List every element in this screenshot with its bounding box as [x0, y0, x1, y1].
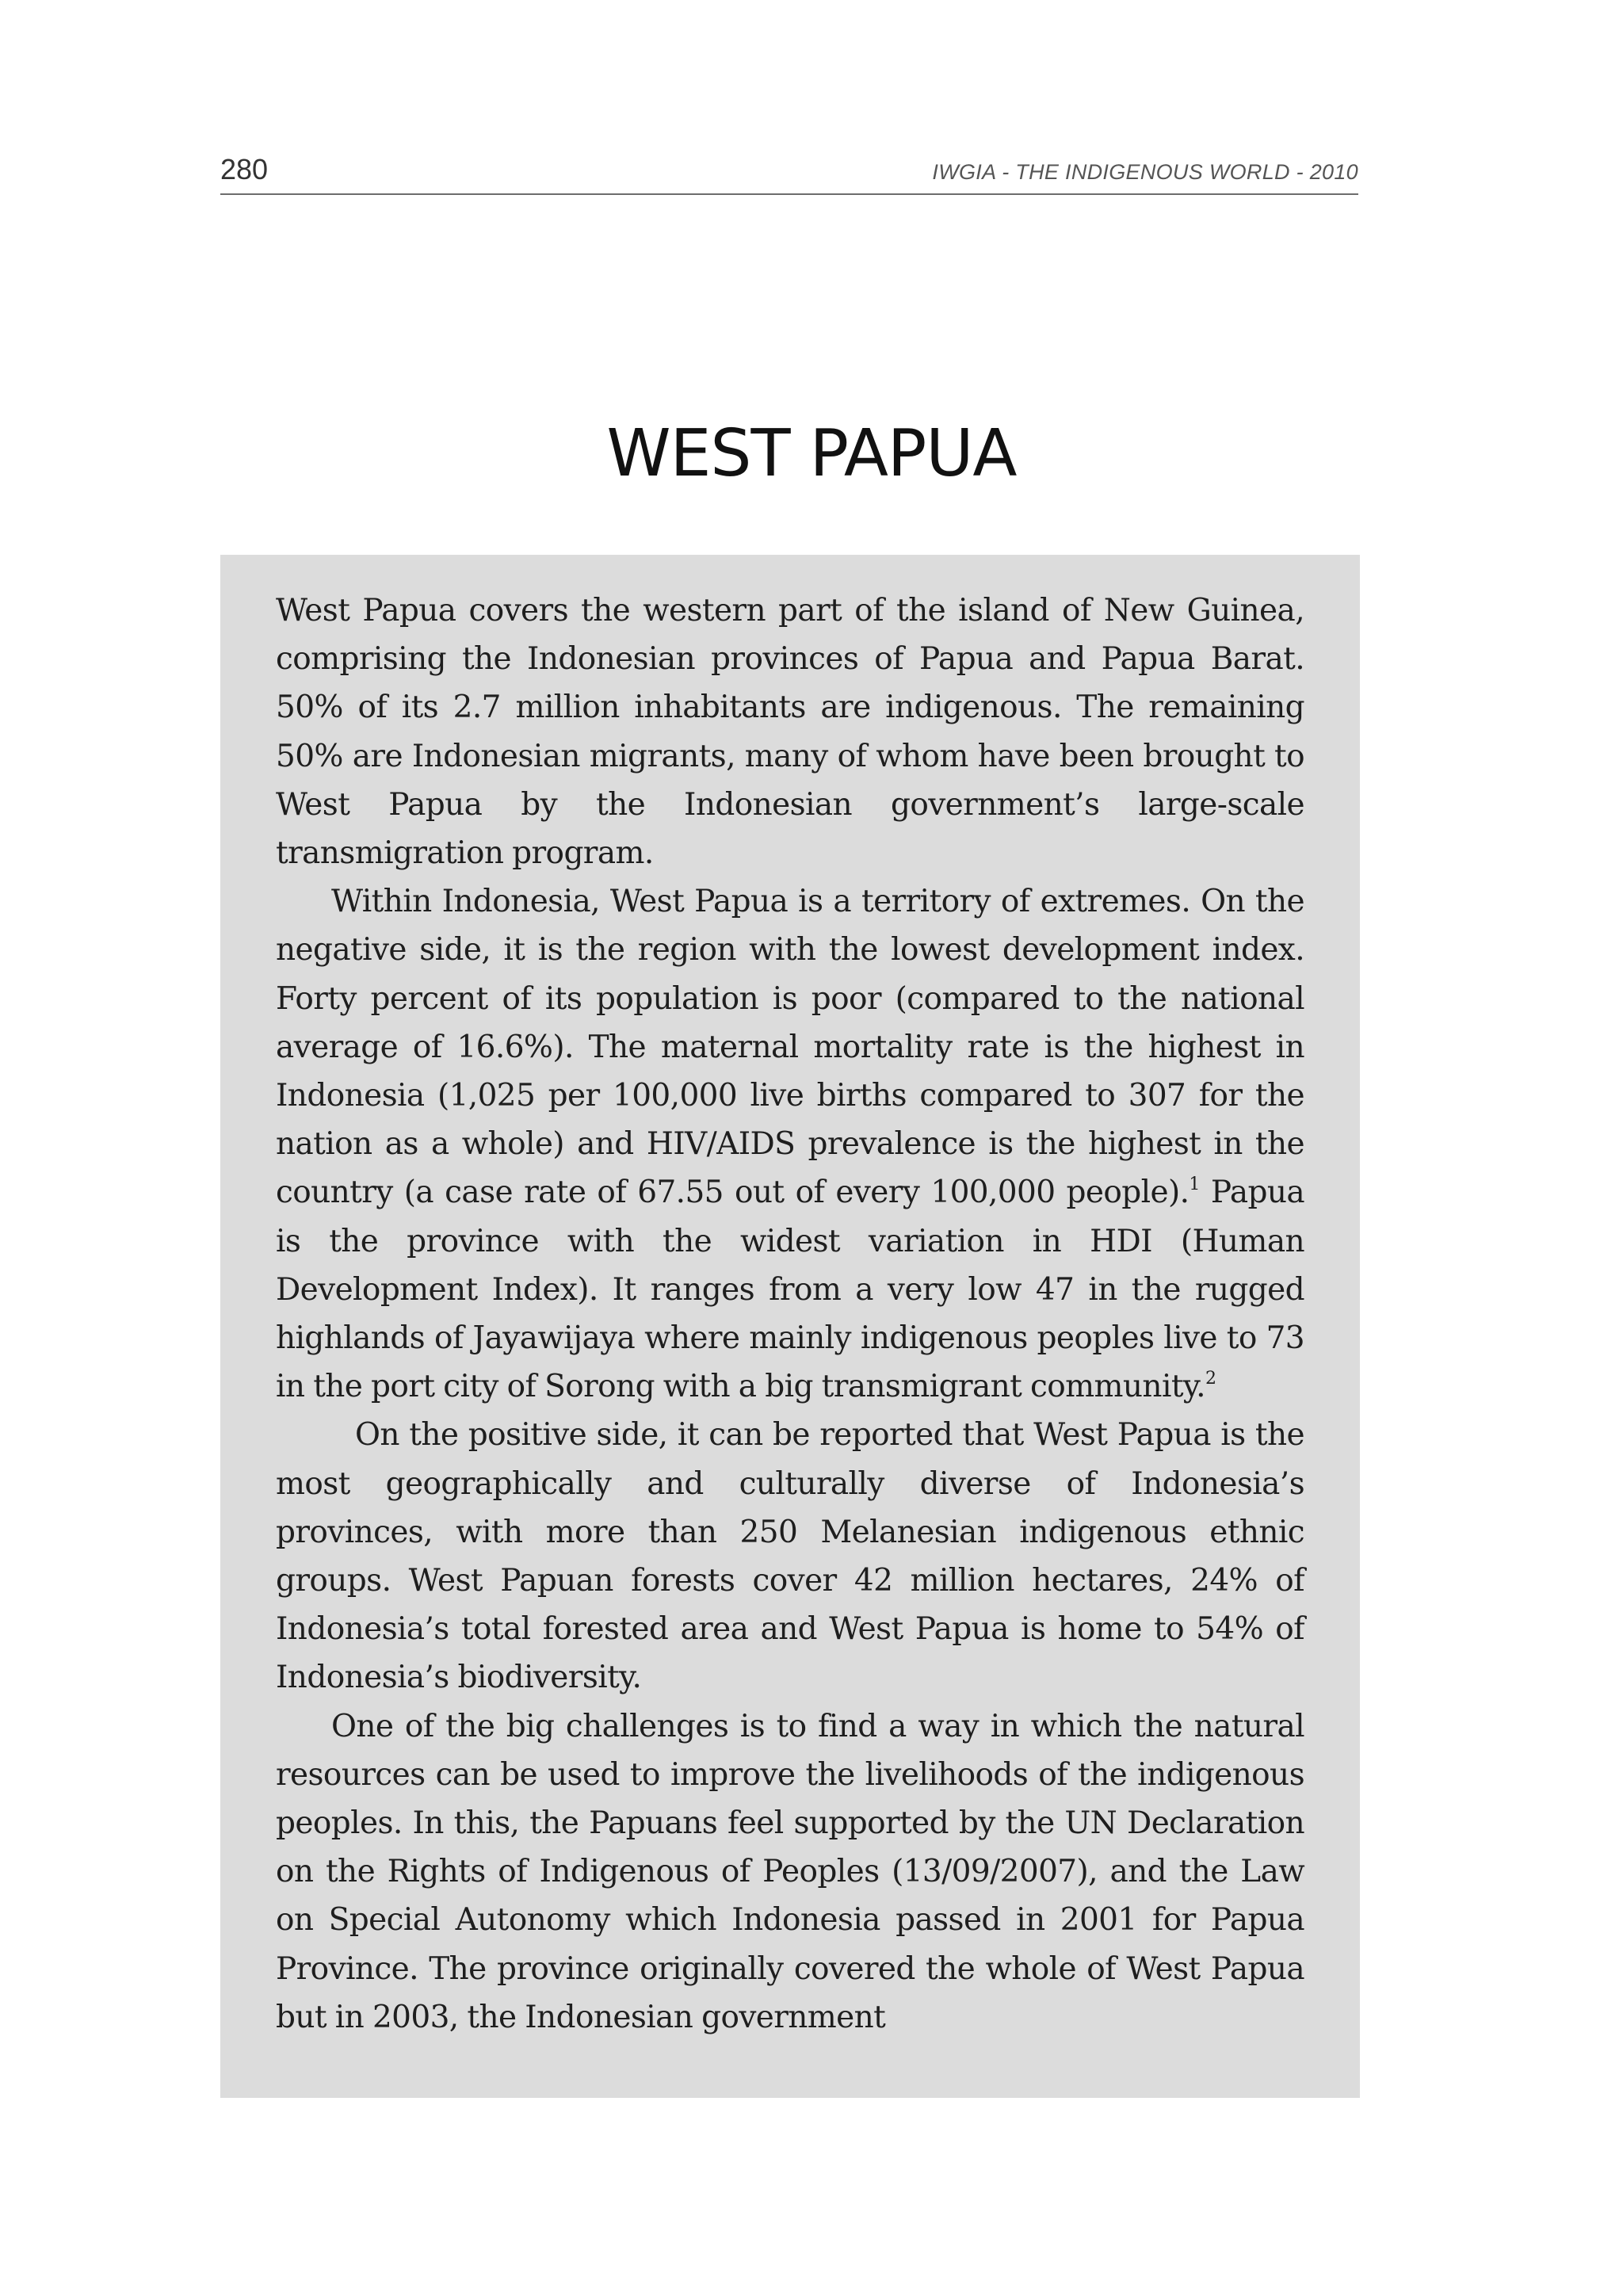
- summary-box: [220, 555, 1360, 2098]
- paragraph-2-part-2: Papua is the province with the widest variation in HDI (Human Development Index). It ranges from a very low 47 in the rugged highlands of Jayawijaya where mainly indigenous peoples live to 73 in the port city of Sorong with a big transmigrant community.: [276, 1175, 1305, 1405]
- paragraph-3: On the positive side, it can be reported that West Papua is the most geographically and culturally diverse of Indonesia’s provinces, with more than 250 Melanesian indigenous ethnic groups. West Papuan forests cover 42 million hectares, 24% of Indonesia’s total forested area and West Papua is home to 54% of Indonesia’s biodiversity.: [276, 1417, 1304, 1696]
- paragraph-2: [276, 877, 1304, 1411]
- summary-text: [276, 586, 1304, 2042]
- footnote-ref-2[interactable]: 2: [1205, 1369, 1216, 1389]
- running-head: IWGIA - THE INDIGENOUS WORLD - 2010: [932, 160, 1358, 184]
- page-number: 280: [220, 153, 269, 185]
- paragraph-4: One of the big challenges is to find a way in which the natural resources can be used to improve the livelihoods of the indigenous peoples. In this, the Papuans feel supported by the UN Declaration on the Rights of Indigenous of Peoples (13/09/2007), and the Law on Special Autonomy which Indonesia passed in 2001 for Papua Province. The province originally covered the whole of West Papua but in 2003, the Indonesian government: [276, 1708, 1304, 2035]
- paragraph-2-part-1: Within Indonesia, West Papua is a territory of extremes. On the negative side, it is the region with the lowest development index. Forty percent of its population is poor (compared to the national average of 16.6%). The maternal mortality rate is the highest in Indonesia (1,025 per 100,000 live births compared to 307 for the nation as a whole) and HIV/AIDS prevalence is the highest in the country (a case rate of 67.55 out of every 100,000 people).: [276, 884, 1304, 1211]
- footnote-ref-1[interactable]: 1: [1189, 1175, 1200, 1195]
- chapter-title: WEST PAPUA: [606, 416, 1017, 491]
- page-header: [220, 151, 1358, 195]
- paragraph-1: West Papua covers the western part of the island of New Guinea, comprising the Indonesian provinces of Papua and Papua Barat. 50% of its 2.7 million inhabitants are indigenous. The remaining 50% are Indonesian migrants, many of whom have been brought to West Papua by the Indonesian government’s large-scale transmigration program.: [276, 593, 1304, 872]
